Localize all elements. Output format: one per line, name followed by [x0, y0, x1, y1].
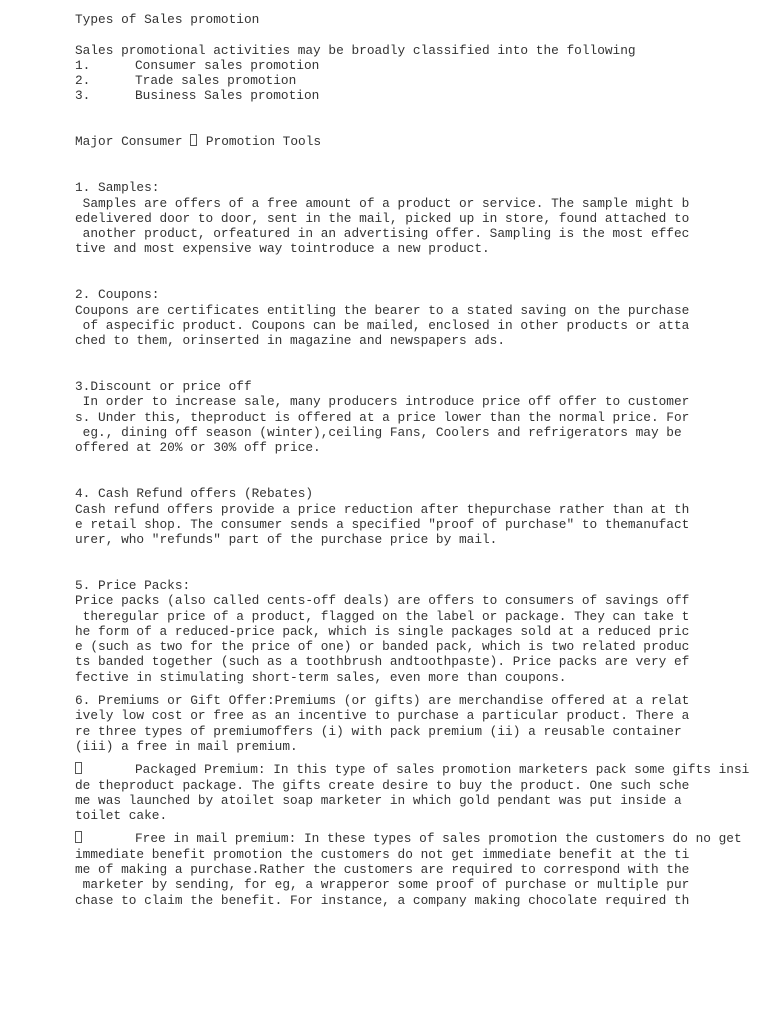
paragraph-line: another product, orfeatured in an advertising offer. Sampling is the most effec — [75, 226, 690, 242]
paragraph-line: of aspecific product. Coupons can be mailed, enclosed in other products or atta — [75, 317, 690, 333]
paragraph-line: ched to them, orinserted in magazine and newspapers ads. — [75, 333, 506, 349]
list-item — [75, 73, 755, 88]
list-number: 2. — [75, 73, 91, 89]
paragraph-line: In order to increase sale, many producers introduce price off offer to customer — [75, 394, 690, 410]
paragraph-line: Coupons are certificates entitling the bearer to a stated saving on the purchase — [75, 302, 690, 318]
paragraph-line: 6. Premiums or Gift Offer:Premiums (or gifts) are merchandise offered at a relat — [75, 693, 690, 709]
paragraph-line: s. Under this, theproduct is offered at a price lower than the normal price. For — [75, 409, 690, 425]
paragraph-line: re three types of premiumoffers (i) with pack premium (ii) a reusable container — [75, 723, 682, 739]
intro-text: Sales promotional activities may be broadly classified into the following — [75, 42, 636, 58]
paragraph-line: offered at 20% or 30% off price. — [75, 440, 321, 456]
paragraph-line: toilet cake. — [75, 808, 168, 824]
paragraph-line: (iii) a free in mail premium. — [75, 738, 298, 754]
missing-glyph-icon — [190, 134, 197, 146]
paragraph-line: e retail shop. The consumer sends a specified "proof of purchase" to themanufact — [75, 516, 690, 532]
paragraph-line: theregular price of a product, flagged on the label or package. They can take t — [75, 608, 690, 624]
list-item — [75, 58, 755, 73]
section-heading-samples: 1. Samples: — [75, 180, 160, 196]
paragraph-line: he form of a reduced-price pack, which is single packages sold at a reduced pric — [75, 623, 690, 639]
paragraph-line: me was launched by atoilet soap marketer in which gold pendant was put inside a — [75, 792, 682, 808]
paragraph-line: ts banded together (such as a toothbrush andtoothpaste). Price packs are very ef — [75, 654, 690, 670]
paragraph-line: me of making a purchase.Rather the customers are required to correspond with the — [75, 862, 690, 878]
paragraph-line: fective in stimulating short-term sales, even more than coupons. — [75, 669, 567, 685]
list-number: 3. — [75, 88, 91, 104]
paragraph-line: e (such as two for the price of one) or banded pack, which is two related produc — [75, 639, 690, 655]
paragraph-line: de theproduct package. The gifts create desire to buy the product. One such sche — [75, 777, 690, 793]
list-item — [75, 88, 755, 103]
major-heading: Major Consumer Promotion Tools — [75, 134, 322, 150]
list-label: Trade sales promotion — [135, 73, 297, 89]
section-heading-packs: 5. Price Packs: — [75, 577, 191, 593]
section-heading-discount: 3.Discount or price off — [75, 379, 252, 395]
section-heading-refund: 4. Cash Refund offers (Rebates) — [75, 486, 314, 502]
section-heading-coupons: 2. Coupons: — [75, 287, 160, 303]
missing-glyph-icon — [75, 831, 82, 843]
paragraph-line: Samples are offers of a free amount of a product or service. The sample might b — [75, 195, 690, 211]
list-number: 1. — [75, 57, 91, 73]
document-page — [75, 12, 755, 908]
paragraph-line: ively low cost or free as an incentive to purchase a particular product. There a — [75, 708, 690, 724]
document-title: Types of Sales promotion — [75, 12, 260, 27]
paragraph-line: immediate benefit promotion the customers do not get immediate benefit at the ti — [75, 846, 690, 862]
paragraph-line: Price packs (also called cents-off deals) are offers to consumers of savings off — [75, 593, 690, 609]
list-label: Business Sales promotion — [135, 88, 320, 104]
paragraph-line: chase to claim the benefit. For instance, a company making chocolate required th — [75, 892, 690, 908]
paragraph-line: marketer by sending, for eg, a wrapperor some proof of purchase or multiple pur — [75, 877, 690, 893]
paragraph-line: Cash refund offers provide a price reduction after thepurchase rather than at th — [75, 501, 690, 517]
paragraph-line: edelivered door to door, sent in the mail, picked up in store, found attached to — [75, 210, 690, 226]
missing-glyph-icon — [75, 762, 82, 774]
bullet-line: Packaged Premium: In this type of sales promotion marketers pack some gifts insi — [75, 762, 755, 777]
types-list — [75, 58, 755, 104]
list-label: Consumer sales promotion — [135, 57, 320, 73]
paragraph-line: urer, who "refunds" part of the purchase price by mail. — [75, 532, 498, 548]
paragraph-line: tive and most expensive way tointroduce a new product. — [75, 241, 490, 257]
bullet-line: Free in mail premium: In these types of sales promotion the customers do no get — [75, 831, 755, 846]
paragraph-line: eg., dining off season (winter),ceiling Fans, Coolers and refrigerators may be — [75, 425, 682, 441]
